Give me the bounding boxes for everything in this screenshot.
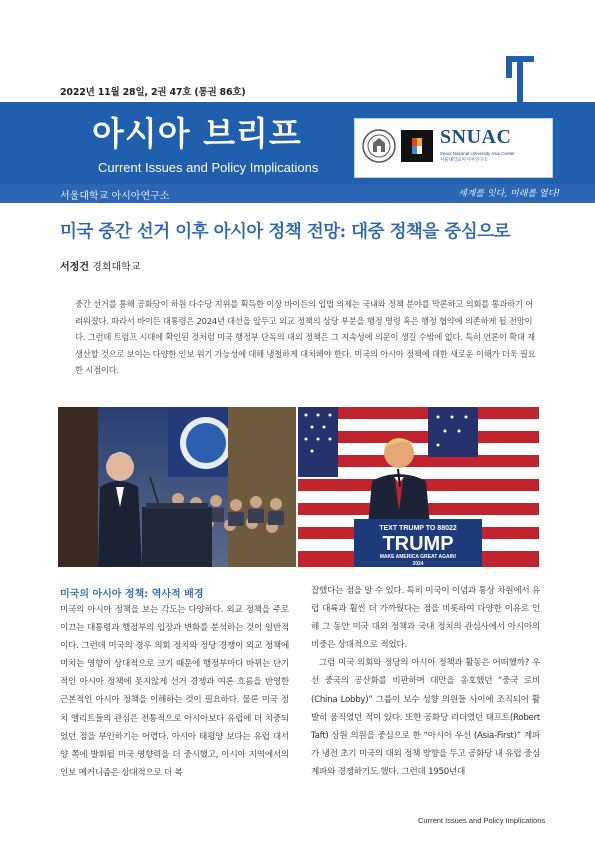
snuac-logo-text: SNUAC — [440, 126, 512, 148]
slogan-text: 세계를 잇다, 미래를 열다! — [458, 189, 561, 199]
author-affiliation: 경희대학교 — [92, 262, 141, 273]
brief-subtitle: Current Issues and Policy Implications — [98, 160, 319, 175]
body-paragraph: 잡했다는 점을 알 수 있다. 특히 미국이 이념과 통상 차원에서 유럽 대륙과 훨씬 더 가까웠다는 점을 비롯하여 다양한 이유로 인해 그 동안 미국 대외 정책과 국내 정치의 관심사에서 아시아의 비중은 상대적으로 적었다. — [311, 586, 540, 651]
snuac-logo-subtitle-en: Seoul National University Asia Center — [440, 151, 515, 156]
body-column-right — [311, 582, 540, 781]
center-logo-icon — [401, 130, 433, 162]
podium-name: TRUMP — [382, 533, 454, 555]
brief-title: 아시아 브리프 — [92, 114, 302, 153]
podium-sms-line: TEXT TRUMP TO 88022 — [379, 525, 457, 532]
podium-slogan: MAKE AMERICA GREAT AGAIN! — [379, 554, 457, 560]
body-paragraph: 미국의 아시아 정책을 보는 각도는 다양하다. 외교 정책을 주로 이끄는 대통령과 행정부의 입장과 변화를 분석하는 것이 일반적이다. 그런데 미국의 경우 의회 정치와 정당 경쟁이 외교 정책에 미치는 영향이 상대적으로 크기 때문에 행정부마다 바뀌는 단기적인 아시아 정책에 못지않게 선거 경쟁과 여론 흐름을 반영한 근본적인 아시아 정책을 이해하는 것이 필요하다. 물론 미국 정치 엘리트들의 관심은 전통적으로 아시아보다 유럽에 더 치중되었던 점을 부인하기는 어렵다. 아시아 태평양 보다는 유럽 대서양 쪽에 발휘될 미국 영향력을 더 중시했고, 아시아 지역에서의 인보 메커니즘은 상대적으로 더 복 — [60, 605, 289, 778]
snuac-logo-subtitle-ko: 서울대학교아시아연구소 — [440, 158, 488, 163]
university-seal-icon — [362, 129, 396, 163]
speech-photo-biden — [58, 407, 296, 567]
footer-text: Current Issues and Policy Implications — [418, 816, 546, 825]
author-name: 서정건 — [60, 262, 89, 273]
article-headline: 미국 중간 선거 이후 아시아 정책 전망: 대중 정책을 중심으로 — [60, 222, 511, 242]
article-abstract: 중간 선거를 통해 공화당이 하원 다수당 지위를 획득한 이상 바이든의 입법 의제는 국내와 정책 분야를 막론하고 의회를 통과하기 어려워졌다. 따라서 바이든 대통령은 2024년 대선을 앞두고 외교 정책의 상당 부분을 행정 명령 혹은 행정 협약에 의존하게 될 전망이다. 그런데 트럼프 시대에 확인된 것처럼 미국 행정부 단독의 대외 정책은 그 지속성에 의문이 생길 수밖에 없다. 특히 언론이 확대 재생산할 것으로 보이는 다양한 인보 위기 가능성에 대해 냉철하게 대처해야 한다. 미국의 아시아 정책에 대한 새로운 이해가 더욱 필요한 시점이다. — [75, 299, 536, 376]
author-line — [60, 258, 140, 273]
podium-year: 2024 — [412, 561, 424, 567]
body-column-left — [60, 601, 289, 782]
section-heading: 미국의 아시아 정책: 역사적 배경 — [60, 589, 204, 600]
rally-photo-trump — [298, 407, 539, 567]
body-paragraph: 그럼 미국 의회와 정당의 아시아 정책과 활동은 어떠했까? 우선 중국의 공산화를 비판하며 대만을 옹호했던 “중국 로비(China Lobby)” 그룹이 보수 성향 의원들 사이에 조직되어 활발히 움직였던 적이 있다. 또한 공화당 리더였던 태프트(Robert Taft) 상원 의원을 중심으로 한 “아시아 우선 (Asia-First)” 계파가 냉전 초기 미국의 대외 정책 방향을 두고 공화당 내 유럽 중심 계파와 경쟁하기도 했다. 그런데 1950년대 — [311, 658, 540, 777]
issue-date-line: 2022년 11월 28일, 2권 47호 (통권 86호) — [60, 87, 246, 98]
institute-name: 서울대학교 아시아연구소 — [60, 191, 170, 202]
